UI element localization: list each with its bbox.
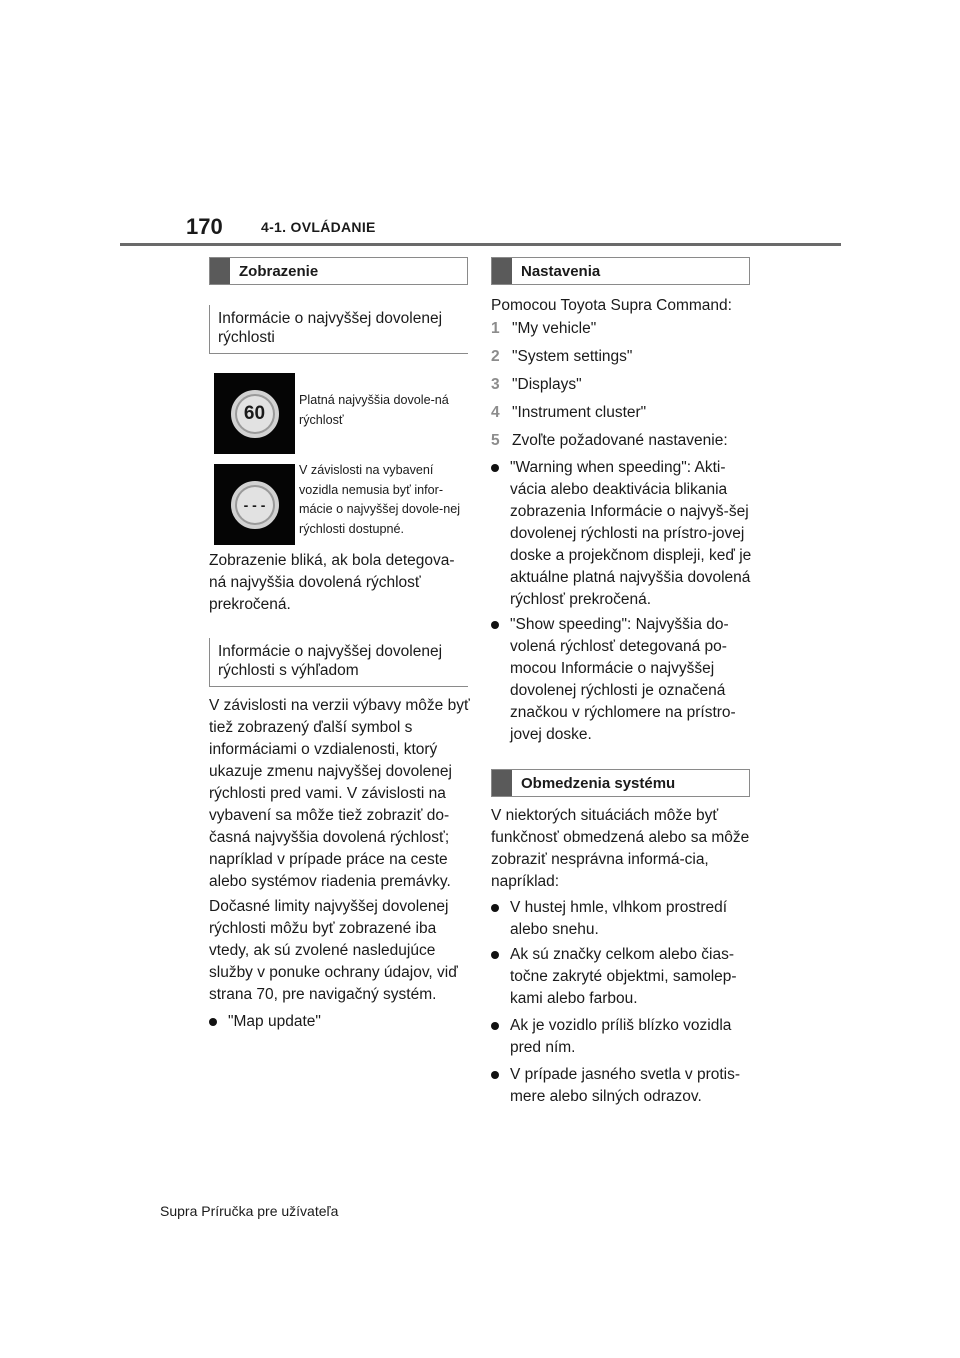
bullet-icon [491, 1022, 499, 1030]
bullet-icon [491, 464, 499, 472]
list-item: Ak je vozidlo príliš blízko vozidla pred ním. [491, 1015, 753, 1059]
header-divider [120, 243, 841, 246]
temporary-limits-paragraph: Dočasné limity najvyššej dovolenej rýchlosti môžu byť zobrazené iba vtedy, ak sú zvolené nasledujúce služby v ponuke ochrany údajov, viď strana 70, pre navigačný systém. [209, 898, 458, 1003]
blink-paragraph: Zobrazenie bliká, ak bola detegova-ná najvyššia dovolená rýchlosť prekročená. [209, 552, 455, 613]
speed-limit-unknown-value: - - - [237, 487, 273, 523]
limits-intro: V niektorých situáciách môže byť funkčnosť obmedzená alebo sa môže zobraziť nesprávna informá-cia, napríklad: [491, 807, 750, 890]
section-title: 4-1. OVLÁDANIE [261, 219, 376, 235]
list-item: "Warning when speeding": Akti-vácia alebo deaktivácia blikania zobrazenia Informácie o najvyš-šej dovolenej rýchlosti na prístro-jovej doske a projekčnom displeji, keď je aktuálne platná najvyššia dovolená rýchlosť prekročená. [491, 457, 753, 611]
list-item: "Show speeding": Najvyššia do-volená rýchlosť detegovaná po-mocou Informácie o najvyššej dovolenej rýchlosti je označená značkou v rýchlomere na prístro-jovej doske. [491, 614, 753, 746]
step-item: 3 "Displays" [491, 376, 582, 393]
limits-heading: Obmedzenia systému [521, 774, 676, 792]
list-item: Ak sú značky celkom alebo čias-točne zakryté objektmi, samolep-kami alebo farbou. [491, 944, 753, 1010]
bullet-icon [491, 621, 499, 629]
bullet-icon [491, 904, 499, 912]
footer-text: Supra Príručka pre užívateľa [160, 1203, 339, 1219]
speed-limit-unknown-tile [214, 464, 295, 545]
preview-paragraph: V závislosti na verzii výbavy môže byť tiež zobrazený ďalší symbol s informáciami o vzdialenosti, ktorý ukazuje zmenu najvyššej dovolenej rýchlosti pred vami. V závislosti na vybavení sa môže tiež zobraziť do-časná najvyššia dovolená rýchlosť; napríklad v prípade práce na ceste alebo systémov riadenia premávky. [209, 697, 470, 890]
settings-heading-box [491, 257, 750, 285]
preview-heading: Informácie o najvyššej dovolenej rýchlosti s výhľadom [209, 638, 468, 687]
step-item: 5 Zvoľte požadované nastavenie: [491, 432, 728, 449]
step-item: 2 "System settings" [491, 348, 633, 365]
speed-limit-value: 60 [237, 396, 273, 432]
speed-limit-unknown-caption: V závislosti na vybavení vozidla nemusia byť infor-mácie o najvyššej dovole-nej rýchlosti dostupné. [299, 463, 461, 536]
bullet-icon [209, 1018, 217, 1026]
speed-limit-unknown-icon [231, 481, 279, 529]
speed-limit-60-tile [214, 373, 295, 454]
speed-limit-sign-icon [231, 390, 279, 438]
page-number: 170 [186, 214, 223, 239]
list-item: V prípade jasného svetla v protis-mere alebo silných odrazov. [491, 1064, 753, 1108]
step-item: 4 "Instrument cluster" [491, 404, 647, 421]
settings-intro: Pomocou Toyota Supra Command: [491, 297, 732, 314]
speed-limit-caption: Platná najvyššia dovole-ná rýchlosť [299, 393, 449, 427]
list-item: V hustej hmle, vlhkom prostredí alebo snehu. [491, 897, 753, 941]
heading-tab [492, 770, 512, 796]
step-item: 1 "My vehicle" [491, 320, 597, 337]
info-heading: Informácie o najvyššej dovolenej rýchlosti [209, 305, 468, 354]
settings-heading: Nastavenia [521, 262, 601, 280]
limits-heading-box [491, 769, 750, 797]
heading-tab [210, 258, 230, 284]
bullet-icon [491, 1071, 499, 1079]
list-item: "Map update" [209, 1011, 471, 1033]
bullet-icon [491, 951, 499, 959]
display-heading-box [209, 257, 468, 285]
display-heading: Zobrazenie [239, 262, 319, 280]
heading-tab [492, 258, 512, 284]
